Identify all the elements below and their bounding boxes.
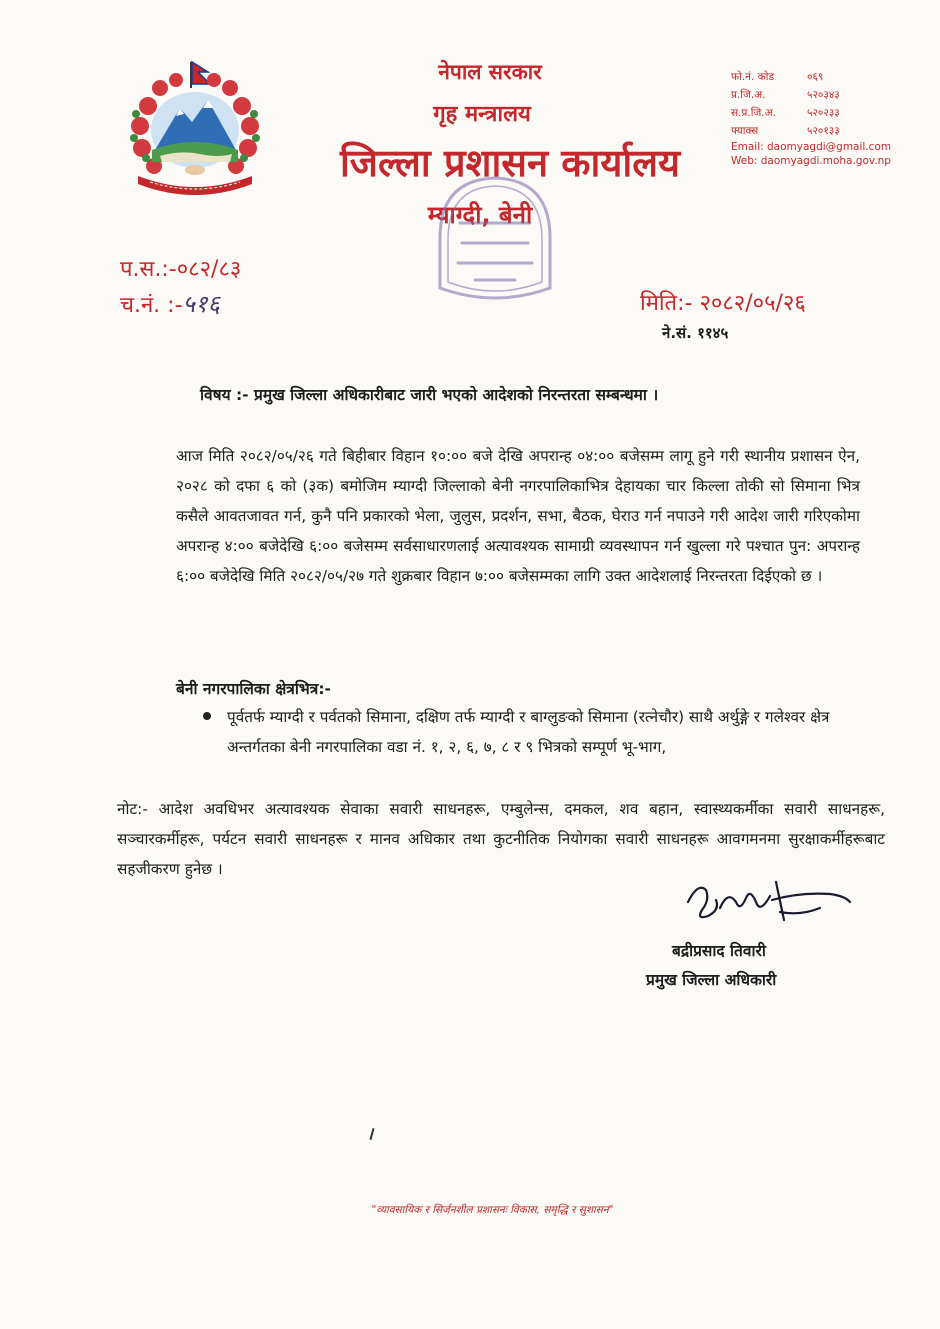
contact-value: ५२०१३३: [807, 125, 840, 137]
signatory-title: प्रमुख जिल्ला अधिकारी: [646, 971, 777, 989]
office-title: जिल्ला प्रशासन कार्यालय: [339, 141, 681, 185]
nepal-emblem-icon: [120, 58, 270, 198]
stray-mark: [369, 1128, 374, 1140]
contact-value: ५२०३४३: [807, 89, 840, 101]
letter-date: [640, 287, 806, 317]
chalani-handwritten-value: ५१६: [182, 290, 220, 318]
body-paragraph: आज मिति २०८२/०५/२६ गते बिहीबार विहान १०:०० बजे देखि अपरान्ह ०४:०० बजेसम्म लागू हुने गरी स्थानीय प्रशासन ऐन, २०२८ को दफा ६ को (३क) बमोजिम म्याग्दी जिल्लाको बेनी नगरपालिकाभित्र देहायका चार किल्ला तोकी सो सिमाना भित्र कसैले आवतजावत गर्न, कुनै पनि प्रकारको भेला, जुलुस, प्रदर्शन, सभा, बैठक, घेराउ गर्न नपाउने गरी आदेश जारी गरिएकोमा अपरान्ह ४:०० बजेदेखि ६:०० बजेसम्म सर्वसाधारणलाई अत्यावश्यक सामाग्री व्यवस्थापन गर्न खुल्ला गरे पश्चात पुन: अपरान्ह ६:०० बजेदेखि मिति २०८२/०५/२७ गते शुक्रबार विहान ७:०० बजेसम्मका लागि उक्त आदेशलाई निरन्तरता दिईएको छ ।: [176, 447, 860, 585]
area-list-item: पूर्वतर्फ म्याग्दी र पर्वतको सिमाना, दक्षिण तर्फ म्याग्दी र बाग्लुङको सिमाना (रत्नेचौर) साथै अर्थुङ्गे र गलेश्वर क्षेत्र अन्तर्गतका बेनी नगरपालिका वडा नं. १, २, ६, ७, ८ र ९ भित्रको सम्पूर्ण भू-भाग,: [227, 708, 830, 756]
ministry-title: गृह मन्त्रालय: [433, 102, 531, 127]
footer-motto: "व्यावसायिक र सिर्जनशील प्रशासनः विकास, समृद्धि र सुशासन": [371, 1204, 614, 1216]
patra-sankhya: [120, 253, 241, 283]
chalani-label: च.नं. :-: [120, 293, 183, 318]
website-link[interactable]: Web: daomyagdi.moha.gov.np: [731, 155, 891, 167]
email-link[interactable]: Email: daomyagdi@gmail.com: [731, 141, 892, 153]
government-title: नेपाल सरकार: [438, 60, 542, 84]
contact-row: [731, 122, 931, 140]
signatory-name: बद्रीप्रसाद तिवारी: [672, 942, 766, 960]
contact-row: [731, 104, 931, 122]
contact-label: प्र.जि.अ.: [731, 89, 766, 101]
area-heading: बेनी नगरपालिका क्षेत्रभित्र:-: [176, 680, 331, 698]
contact-label: फो.नं. कोड: [731, 71, 775, 83]
note-paragraph: नोट:- आदेश अवधिभर अत्यावश्यक सेवाका सवारी साधनहरू, एम्बुलेन्स, दमकल, शव बहान, स्वास्थ्यकर्मीका सवारी साधनहरू, सञ्चारकर्मीहरू, पर्यटन सवारी साधनहरू र मानव अधिकार तथा कुटनीतिक नियोगका सवारी साधनहरू आवगमनमा सुरक्षाकर्मीहरूबाट सहजीकरण हुनेछ ।: [117, 800, 885, 878]
date-value: २०८२/०५/२६: [699, 291, 806, 316]
contact-row: [731, 68, 931, 86]
signature-icon: [680, 872, 855, 934]
contact-label: स.प्र.जि.अ.: [731, 107, 776, 119]
office-stamp-icon: [420, 168, 570, 318]
nepal-sambat: ने.सं. ११४५: [662, 324, 729, 342]
date-label: मिति:-: [640, 291, 693, 316]
chalani-number: [120, 287, 220, 320]
contact-block: [731, 68, 931, 168]
contact-row: [731, 86, 931, 104]
contact-label: फ्याक्स: [731, 125, 759, 137]
patra-sankhya-label: प.स.:-: [120, 257, 177, 282]
office-location: म्याग्दी, बेनी: [427, 201, 533, 229]
contact-value: ५२०२३३: [807, 107, 840, 119]
bullet-icon: [203, 712, 211, 720]
subject-line: विषय :- प्रमुख जिल्ला अधिकारीबाट जारी भएको आदेशको निरन्तरता सम्बन्धमा ।: [200, 386, 659, 404]
contact-value: ०६९: [807, 71, 824, 83]
patra-sankhya-value: ०८२/८३: [176, 257, 242, 282]
